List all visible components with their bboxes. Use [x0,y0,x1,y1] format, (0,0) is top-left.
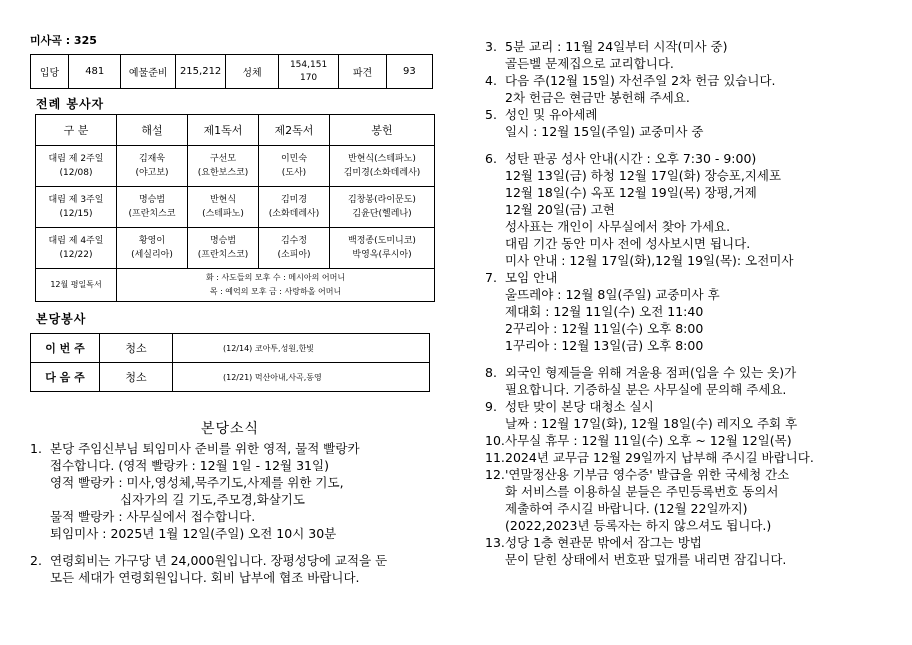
news-title: 본당소식 [200,421,260,437]
servers-table [35,114,435,302]
item-line: 골든벨 문제집으로 교리합니다. [505,56,674,71]
item-line: 물적 빨랑카 : 사무실에서 접수합니다. [50,509,256,524]
item-line: 성탄 맞이 본당 대청소 실시 [505,399,654,414]
person-name: 백정종(도미니코) [348,236,416,246]
item-line: 제대회 : 12월 11일(수) 오전 11:40 [505,304,704,319]
list-item [485,269,905,354]
person-name: 이민숙 [280,154,308,164]
item-line: 2차 헌금은 현금만 봉헌해 주세요. [505,90,690,105]
baptismal-name: (스테파노) [202,209,244,219]
header-offering: 봉헌 [330,115,435,146]
item-line: 다음 주(12월 15일) 자선주일 2차 헌금 있습니다. [505,73,776,88]
week-label: 다 음 주 [31,363,100,392]
table-row [36,146,435,187]
weekday-line: 목 : 예억의 모후 금 : 사랑하올 어머니 [209,287,342,296]
item-line: 모임 안내 [505,270,558,285]
item-line: 사무실 휴무 : 12월 11일(수) 오후 ~ 12월 12일(목) [505,433,792,448]
week-cell [36,146,117,187]
left-news-list [30,440,450,586]
offering-cell [330,187,435,228]
item-line: 대림 기간 동안 미사 전에 성사보시면 됩니다. [505,236,751,251]
list-item [485,72,905,106]
header-first-reading: 제1독서 [188,115,259,146]
item-line: 화 서비스를 이용하실 분들은 주민등록번호 동의서 [505,484,779,499]
week-date: (12/22) [59,250,93,260]
item-line: 성사표는 개인이 사무실에서 찾아 가세요. [505,219,731,234]
dismissal-label: 파견 [339,55,386,89]
item-line: 12월 20일(금) 고현 [505,202,615,217]
communion-value-2: 170 [299,72,318,83]
item-line: 외국인 형제들을 위해 겨울용 점퍼(입을 수 있는 옷)가 [505,365,797,380]
item-number: 12. [485,467,505,482]
communion-label: 성체 [226,55,278,89]
item-number: 2. [30,553,42,568]
list-item [485,106,905,140]
item-line: 연령회비는 가구당 년 24,000원입니다. 장평성당에 교적을 둔 [50,553,388,568]
person-name: 김재욱 [138,154,166,164]
first-reading-cell [188,187,259,228]
list-item [485,534,905,568]
baptismal-name: (세실리아) [131,250,173,260]
weekday-reading-detail [117,269,435,302]
week-name: 대림 제 3주일 [48,195,104,205]
hymn-number: 미사곡 : 325 [30,34,97,47]
offering-cell [330,146,435,187]
offertory-label: 예물준비 [121,55,175,89]
table-row [36,228,435,269]
list-item [485,364,905,398]
list-item [485,466,905,534]
first-reading-cell [188,146,259,187]
item-line: 날짜 : 12월 17일(화), 12월 18일(수) 레지오 주회 후 [505,416,798,431]
item-number: 8. [485,365,497,380]
item-number: 6. [485,151,497,166]
second-reading-cell [259,187,330,228]
task-cell: 청소 [100,334,173,363]
item-line: 12월 18일(수) 옥포 12월 19일(목) 장평,거제 [505,185,757,200]
baptismal-name: (소화데레사) [268,209,320,219]
person-name: 김창봉(라이문도) [348,195,416,205]
commentary-cell [117,146,188,187]
item-line: 미사 안내 : 12월 17일(화),12월 19일(목): 오전미사 [505,253,794,268]
list-item [485,449,905,466]
table-row [31,334,430,363]
item-line: 12월 13일(금) 하청 12월 17일(화) 장승포,지세포 [505,168,782,183]
week-cell [36,187,117,228]
list-item [30,552,450,586]
person-name: 반현식(스테파노) [348,154,416,164]
item-line: 본당 주임신부님 퇴임미사 준비를 위한 영적, 물적 빨랑카 [50,441,360,456]
item-line: 2꾸리아 : 12월 11일(수) 오후 8:00 [505,321,704,336]
header-commentary: 해설 [117,115,188,146]
person-name: 명승범 [209,236,237,246]
baptismal-name: (요한보스코) [197,168,249,178]
item-line: 제출하여 주시길 바랍니다. (12월 22일까지) [505,501,748,516]
task-cell: 청소 [100,363,173,392]
item-line: 필요합니다. 기증하실 분은 사무실에 문의해 주세요. [505,382,787,397]
parish-table [30,333,430,392]
table-row [36,187,435,228]
table-row [31,363,430,392]
header-second-reading: 제2독서 [259,115,330,146]
item-number: 1. [30,441,42,456]
item-number: 10. [485,433,505,448]
list-item [485,398,905,432]
week-label: 이 번 주 [31,334,100,363]
offering-cell [330,228,435,269]
item-line: 십자가의 길 기도,주모경,화살기도 [120,492,305,507]
item-number: 5. [485,107,497,122]
item-line: 2024년 교무금 12월 29일까지 납부해 주시길 바랍니다. [505,450,814,465]
item-line: 울뜨레야 : 12월 8일(주일) 교중미사 후 [505,287,720,302]
person-name: 명승범 [138,195,166,205]
second-reading-cell [259,228,330,269]
item-line: 일시 : 12월 15일(주일) 교중미사 중 [505,124,704,139]
item-number: 4. [485,73,497,88]
person-name: 김윤단(헬레나) [352,209,412,219]
item-line: 성인 및 유아세례 [505,107,598,122]
person-name: 김미경 [280,195,308,205]
baptismal-name: (도사) [281,168,307,178]
person-name: 황영이 [138,236,166,246]
hymn-table [30,54,433,89]
weekday-line: 화 : 사도들의 모후 수 : 메시아의 어머니 [205,273,346,282]
commentary-cell [117,228,188,269]
list-item [485,432,905,449]
item-line: 접수합니다. (영적 빨랑카 : 12월 1일 - 12월 31일) [50,458,329,473]
entry-value: 481 [69,55,121,89]
week-name: 대림 제 2주일 [48,154,104,164]
item-line: 5분 교리 : 11월 24일부터 시작(미사 중) [505,39,728,54]
item-number: 3. [485,39,497,54]
detail-cell: (12/14) 코아투,성원,한빛 [173,334,430,363]
week-date: (12/15) [59,209,93,219]
person-name: 김수정 [280,236,308,246]
commentary-cell [117,187,188,228]
item-line: 퇴임미사 : 2025년 1월 12일(주일) 오전 10시 30분 [50,526,337,541]
item-line: 문이 닫힌 상태에서 번호판 덮개를 내리면 잠깁니다. [505,552,787,567]
list-item [485,38,905,72]
servers-title: 전례 봉사자 [36,97,105,111]
second-reading-cell [259,146,330,187]
item-line: (2022,2023년 등록자는 하지 않으셔도 됩니다.) [505,518,772,533]
baptismal-name: (프란치스코 [128,209,176,219]
person-name: 박영옥(루시아) [352,250,412,260]
person-name: 구선모 [209,154,237,164]
parish-title: 본당봉사 [36,312,87,326]
detail-cell: (12/21) 먹산아내,사곡,동영 [173,363,430,392]
right-news-list [485,38,905,568]
item-line: 성당 1층 현관문 밖에서 잠그는 방법 [505,535,702,550]
week-name: 대림 제 4주일 [48,236,104,246]
item-number: 9. [485,399,497,414]
baptismal-name: (소피아) [277,250,311,260]
item-line: 모든 세대가 연령회원입니다. 회비 납부에 협조 바랍니다. [50,570,360,585]
servers-header-row [36,115,435,146]
dismissal-value: 93 [386,55,432,89]
item-number: 11. [485,450,505,465]
list-item [485,150,905,269]
baptismal-name: (야고보) [135,168,169,178]
offertory-value: 215,212 [175,55,225,89]
baptismal-name: (프란치스코) [197,250,249,260]
item-number: 13. [485,535,505,550]
entry-label: 입당 [31,55,69,89]
week-date: (12/08) [59,168,93,178]
item-number: 7. [485,270,497,285]
item-line: 성탄 판공 성사 안내(시간 : 오후 7:30 - 9:00) [505,151,757,166]
weekday-reading-row [36,269,435,302]
communion-value [278,55,339,89]
first-reading-cell [188,228,259,269]
weekday-reading-label: 12월 평일독서 [36,269,117,302]
header-division: 구 분 [36,115,117,146]
list-item [30,440,450,542]
week-cell [36,228,117,269]
communion-value-1: 154,151 [289,59,328,70]
item-line: 1꾸리아 : 12월 13일(금) 오후 8:00 [505,338,704,353]
person-name: 반현식 [209,195,237,205]
item-line: 영적 빨랑카 : 미사,영성체,묵주기도,사제를 위한 기도, [50,475,344,490]
item-line: '연말정산용 기부금 영수증' 발급을 위한 국세청 간소 [505,467,790,482]
person-name: 김미경(소화데레사) [343,168,421,178]
